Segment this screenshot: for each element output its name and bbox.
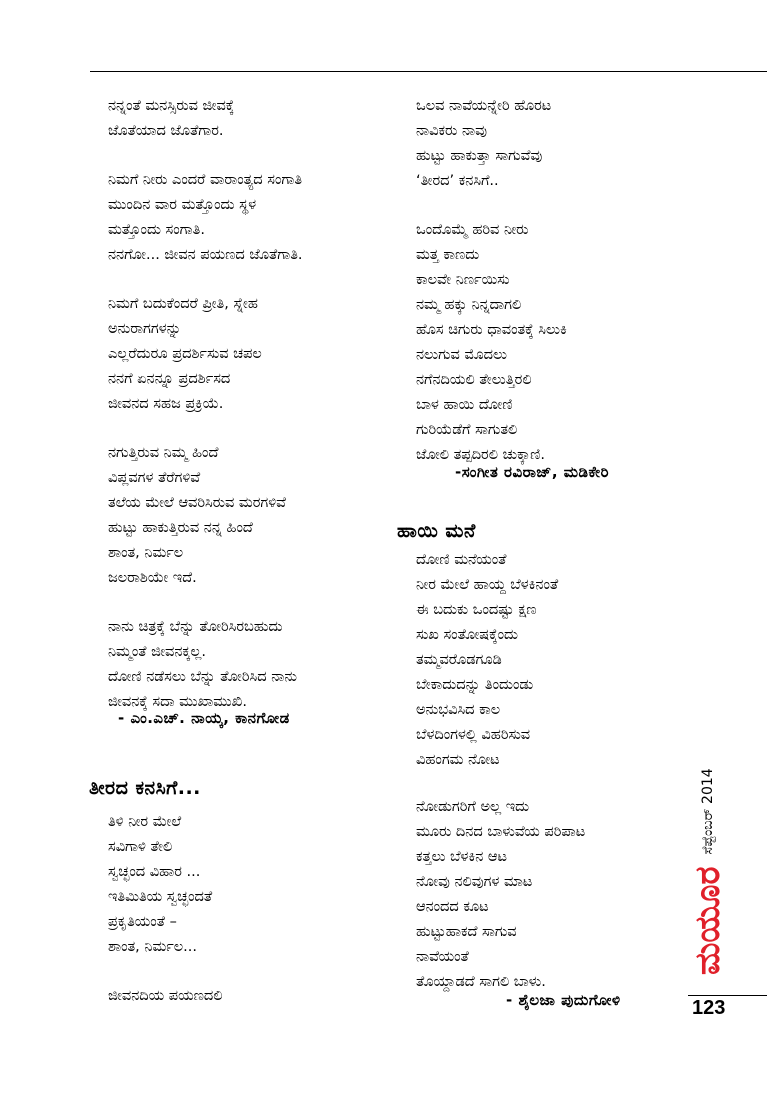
issue-date: ಸೆಪ್ಟೆಂಬರ್ 2014 [700,768,716,855]
magazine-name: ಮಯೂರ [688,866,728,975]
poem-line: ಸುಖ ಸಂತೋಷಕ್ಕೆಂದು [416,627,519,643]
poem-line: ನೋವು ನಲಿವುಗಳ ಮಾಟ [416,874,533,890]
poem-line: ನಿಮ್ಮಂತೆ ಜೀವನಕ್ಕಲ್ಲ. [108,644,207,660]
poem1-stanza-2 [108,168,378,268]
poem-line: ಮುಂದಿನ ವಾರ ಮತ್ತೊಂದು ಸ್ಥಳ [108,197,257,213]
poem3-stanza-2 [416,795,686,995]
poem-line: ಜೀವನದ ಸಹಜ ಪ್ರಕ್ರಿಯೆ. [108,396,224,412]
poem-line: ನಗೆನದಿಯಲಿ ತೇಲುತ್ತಿರಲಿ [416,372,532,388]
poem2-stanza-1 [108,810,378,960]
poem3-stanza-1 [416,548,686,773]
poem-line: ಎಲ್ಲರೆದುರೂ ಪ್ರದರ್ಶಿಸುವ ಚಪಲ [108,346,262,362]
poem-line: ದೋಣಿ ನಡೆಸಲು ಬೆನ್ನು ತೋರಿಸಿದ ನಾನು [108,669,298,685]
poem-line: ಆನಂದದ ಕೂಟ [416,899,489,915]
poem-line: ಹುಟ್ಟು ಹಾಕುತ್ತಾ ಸಾಗುವೆವು [416,148,543,164]
top-rule [90,71,767,72]
poem-line: ನನಗೋ... ಜೀವನ ಪಯಣದ ಜೊತೆಗಾತಿ. [108,247,303,263]
poem-line: ಮತ್ತೊಂದು ಸಂಗಾತಿ. [108,222,205,238]
poem-line: ಹುಟ್ಟು ಹಾಕುತ್ತಿರುವ ನನ್ನ ಹಿಂದೆ [108,520,253,536]
poem-line: ಬೇಕಾದುದನ್ನು ತಿಂದುಂಡು [416,677,534,693]
poem-line: ‘ತೀರದ’ ಕನಸಿಗೆ.. [416,173,499,189]
right-column-poem3 [416,548,686,995]
poem1-stanza-3 [108,292,378,417]
poem-line: ದೋಣಿ ಮನೆಯಂತೆ [416,552,507,568]
left-column [108,94,378,715]
poem-line: ಜೀವನಕ್ಕೆ ಸದಾ ಮುಖಾಮುಖಿ. [108,694,247,710]
poem-line: ಗುರಿಯೆಡೆಗೆ ಸಾಗುತಲಿ [416,422,518,438]
poem-line: ಮತ್ತ ಕಾಣದು [416,247,480,263]
poem-line: ತಲೆಯ ಮೇಲೆ ಆವರಿಸಿರುವ ಮರಗಳಿವೆ [108,495,286,511]
page-number-rule [688,995,767,996]
poem-line: ಹುಟ್ಟುಹಾಕದೆ ಸಾಗುವ [416,924,517,940]
poem3-title: ಹಾಯಿ ಮನೆ [397,520,476,542]
poem1-stanza-4 [108,441,378,591]
poem-line: ನಾವೆಯಂತೆ [416,949,469,965]
poem3-author: - ಶೈಲಜಾ ಪುದುಗೋಳಿ [506,991,621,1009]
poem-line: ಜೋಲಿ ತಪ್ಪದಿರಲಿ ಚುಕ್ಕಾಣಿ. [416,447,545,463]
poem2-cont-stanza-2 [416,218,686,468]
poem-line: ನನ್ನಂತೆ ಮನಸ್ಸಿರುವ ಜೀವಕ್ಕೆ [108,98,235,114]
poem-line: ಶಾಂತ, ನಿರ್ಮಲ [108,545,184,561]
poem1-author: - ಎಂ.ಎಚ್. ನಾಯ್ಕ, ಕಾನಗೋಡ [118,709,290,727]
poem-line: ತಿಳಿ ನೀರ ಮೇಲೆ [108,814,182,830]
poem2-author: -ಸಂಗೀತ ರವಿರಾಜ್, ಮಡಿಕೇರಿ [455,463,610,481]
poem-line: ಪ್ರಕೃತಿಯಂತೆ – [108,914,177,930]
poem-line: ಒಂದೊಮ್ಮೆ ಹರಿವ ನೀರು [416,222,529,238]
poem-line: ತೊಯ್ದಾಡದೆ ಸಾಗಲಿ ಬಾಳು. [416,974,546,990]
poem1-stanza-1 [108,94,378,144]
poem-line: ಶಾಂತ, ನಿರ್ಮಲ... [108,939,197,955]
poem-line: ಕಾಲವೇ ನಿರ್ಣಯಿಸು [416,272,510,288]
poem-line: ಇತಿಮಿತಿಯ ಸ್ವಚ್ಛಂದತೆ [108,889,213,905]
poem-line: ಕತ್ತಲು ಬೆಳಕಿನ ಆಟ [416,849,507,865]
poem-line: ಜಲರಾಶಿಯೇ ಇದೆ. [108,570,197,586]
poem-line: ಈ ಬದುಕು ಒಂದಷ್ಟು ಕ್ಷಣ [416,602,537,618]
poem-line: ನಾವಿಕರು ನಾವು [416,123,487,139]
poem1-stanza-5 [108,615,378,715]
poem-line: ಸ್ವಚ್ಛಂದ ವಿಹಾರ ... [108,864,201,880]
poem-line: ಅನುರಾಗಗಳನ್ನು [108,321,182,337]
poem-line: ಜೊತೆಯಾದ ಜೊತೆಗಾರ. [108,123,224,139]
poem-line: ನಮ್ಮ ಹಕ್ಕು ನಿನ್ನದಾಗಲಿ [416,297,522,313]
poem-line: ಮೂರು ದಿನದ ಬಾಳುವೆಯ ಪರಿಪಾಟ [416,824,586,840]
poem-line: ನೀರ ಮೇಲೆ ಹಾಯ್ದ ಬೆಳಕಿನಂತೆ [416,577,559,593]
poem-line: ಹೊಸ ಚಿಗುರು ಧಾವಂತಕ್ಕೆ ಸಿಲುಕಿ [416,322,567,338]
poem2-cont-stanza-1 [416,94,686,194]
poem-line: ನನಗೆ ಏನನ್ನೂ ಪ್ರದರ್ಶಿಸದ [108,371,231,387]
poem-line: ವಿಹಂಗಮ ನೋಟ [416,752,500,768]
poem-line: ಅನುಭವಿಸಿದ ಕಾಲ [416,702,501,718]
poem-line: ಸವಿಗಾಳಿ ತೇಲಿ [108,839,173,855]
poem-line: ನಿಮಗೆ ನೀರು ಎಂದರೆ ವಾರಾಂತ್ಯದ ಸಂಗಾತಿ [108,172,303,188]
poem-line: ತಮ್ಮವರೊಡಗೂಡಿ [416,652,502,668]
left-column-poem2 [108,810,378,1009]
poem-line: ವಿಪ್ಲವಗಳ ತೆರೆಗಳಿವೆ [108,470,201,486]
poem-line: ಒಲವ ನಾವೆಯನ್ನೇರಿ ಹೊರಟ [416,98,552,114]
poem-line: ನಗುತ್ತಿರುವ ನಿಮ್ಮ ಹಿಂದೆ [108,445,219,461]
poem-line: ನಾನು ಚಿತ್ರಕ್ಕೆ ಬೆನ್ನು ತೋರಿಸಿರಬಹುದು [108,619,283,635]
poem2-stanza-2 [108,984,378,1009]
poem-line: ಜೀವನದಿಯ ಪಯಣದಲಿ [108,988,223,1004]
poem-line: ನೋಡುಗರಿಗೆ ಅಲ್ಲ ಇದು [416,799,530,815]
right-column [416,94,686,468]
poem-line: ನಲುಗುವ ಮೊದಲು [416,347,507,363]
poem2-title: ತೀರದ ಕನಸಿಗೆ... [89,777,201,799]
page-number: 123 [692,997,726,1019]
poem-line: ಬೆಳದಿಂಗಳಲ್ಲಿ ವಿಹರಿಸುವ [416,727,531,743]
poem-line: ನಿಮಗೆ ಬದುಕೆಂದರೆ ಪ್ರೀತಿ, ಸ್ನೇಹ [108,296,258,312]
poem-line: ಬಾಳ ಹಾಯಿ ದೋಣಿ [416,397,513,413]
